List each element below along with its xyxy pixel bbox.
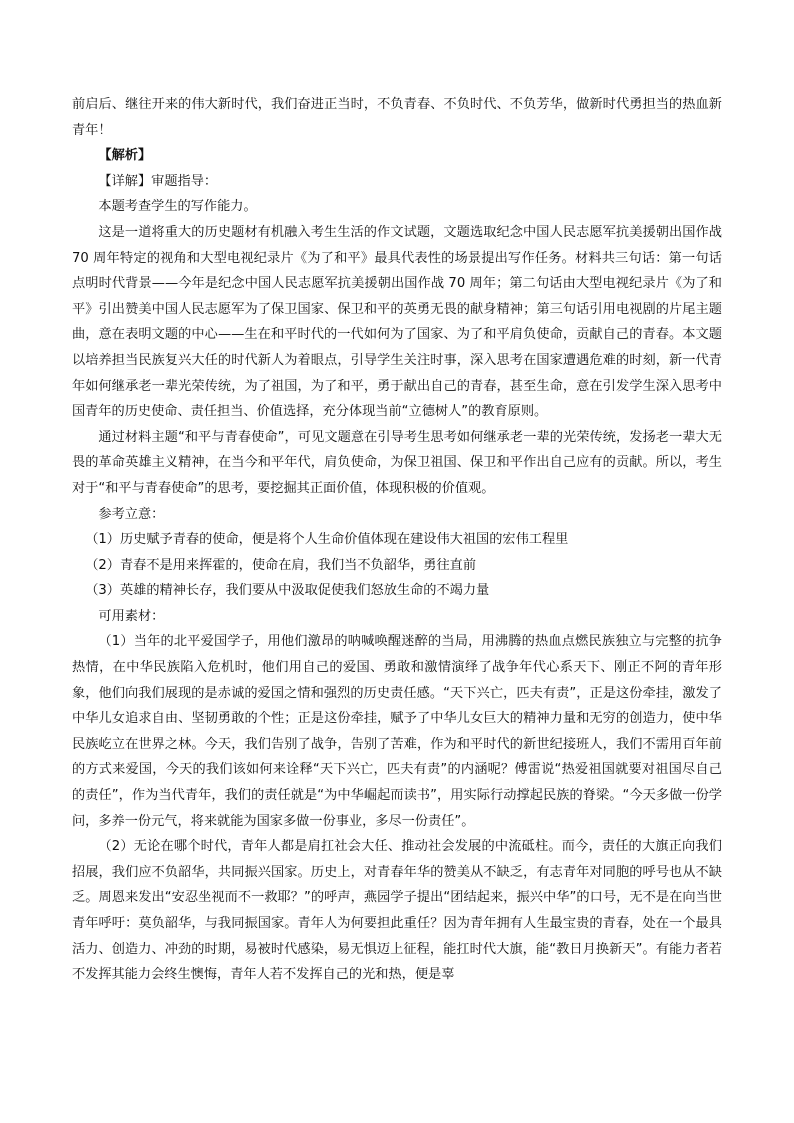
- paragraph-topic-analysis: 这是一道将重大的历史题材有机融入考生生活的作文试题，文题选取纪念中国人民志愿军抗美援朝出国作战 70 周年特定的视角和大型电视纪录片《为了和平》最具代表性的场景提出写作任务。材料共三句话：第一句话点明时代背景——今年是纪念中国人民志愿军抗美援朝出国作战 70 周年；第二句话由大型电视纪录片《为了和平》引出赞美中国人民志愿军为了保卫国家、保卫和平的英勇无畏的献身精神；第三句话引用电视剧的片尾主题曲，意在表明文题的中心——生在和平时代的一代如何为了国家、为了和平肩负使命，贡献自己的青春。本文题以培养担当民族复兴大任的时代新人为着眼点，引导学生关注时事，深入思考在国家遭遇危难的时刻，新一代青年如何继承老一辈光荣传统，为了祖国，为了和平，勇于献出自己的青春，甚至生命，意在引发学生深入思考中国青年的历史使命、责任担当、价值选择，充分体现当前“立德树人”的教育原则。: [72, 224, 722, 420]
- paragraph-theme: 通过材料主题“和平与青春使命”，可见文题意在引导考生思考如何继承老一辈的光荣传统，发扬老一辈大无畏的革命英雄主义精神，在当今和平年代，肩负使命，为保卫祖国、保卫和平作出自己应有的贡献。所以，考生对于“和平与青春使命”的思考，要挖掘其正面价值，体现积极的价值观。: [72, 429, 722, 496]
- detail-heading: 【详解】审题指导：: [98, 173, 218, 189]
- material-2: （2）无论在哪个时代，青年人都是肩扛社会大任、推动社会发展的中流砥柱。而今，责任的大旗正向我们招展，我们应不负韶华，共同振兴国家。历史上，对青春年华的赞美从不缺乏，有志青年对同胞的呼号也从不缺乏。周恩来发出“安忍坐视而不一救耶？”的呼声，燕园学子提出“团结起来，振兴中华”的口号，无不是在向当世青年呼吁：莫负韶华，与我同振国家。青年人为何要担此重任？因为青年拥有人生最宝贵的青春，处在一个最具活力、创造力、冲劲的时期，易被时代感染，易无惧迈上征程，能扛时代大旗，能“教日月换新天”。有能力者若不发挥其能力会终生懊悔，青年人若不发挥自己的光和热，便是辜: [72, 839, 722, 983]
- reference-idea-2: （2）青春不是用来挥霍的，使命在肩，我们当不负韶华，勇往直前: [85, 557, 477, 573]
- reference-idea-1: （1）历史赋予青春的使命，便是将个人生命价值体现在建设伟大祖国的宏伟工程里: [85, 532, 569, 548]
- reference-idea-3: （3）英雄的精神长存，我们要从中汲取促使我们怒放生命的不竭力量: [85, 583, 490, 599]
- paragraph-ability: 本题考查学生的写作能力。: [98, 199, 257, 215]
- analysis-heading: 【解析】: [98, 148, 152, 164]
- document-page: [72, 92, 722, 988]
- materials-heading: 可用素材：: [98, 608, 165, 624]
- intro-paragraph: 前启后、继往开来的伟大新时代，我们奋进正当时，不负青春、不负时代、不负芳华，做新时代勇担当的热血新青年！: [72, 97, 722, 138]
- reference-ideas-heading: 参考立意：: [98, 506, 165, 522]
- material-1: （1）当年的北平爱国学子，用他们激昂的呐喊唤醒迷醉的当局，用沸腾的热血点燃民族独立与完整的抗争热情，在中华民族陷入危机时，他们用自己的爱国、勇敢和激情演绎了战争年代心系天下、刚正不阿的青年形象，他们向我们展现的是赤诚的爱国之情和强烈的历史责任感。“天下兴亡，匹夫有责”，正是这份牵挂，激发了中华儿女追求自由、坚韧勇敢的个性；正是这份牵挂，赋予了中华儿女巨大的精神力量和无穷的创造力，使中华民族屹立在世界之林。今天，我们告别了战争，告别了苦难，作为和平时代的新世纪接班人，我们不需用百年前的方式来爱国，今天的我们该如何来诠释“天下兴亡，匹夫有责”的内涵呢？傅雷说“热爱祖国就要对祖国尽自己的责任”，作为当代青年，我们的责任就是“为中华崛起而读书”，用实际行动撑起民族的脊梁。“今天多做一份学问，多养一份元气，将来就能为国家多做一份事业，多尽一份责任”。: [72, 634, 722, 829]
